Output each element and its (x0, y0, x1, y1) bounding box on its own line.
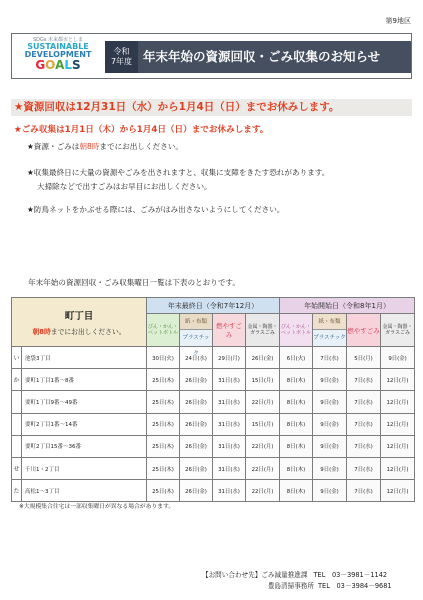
year-start-header: 年始開始日（令和8年1月） (280, 298, 415, 314)
cat-paper-start: 紙・布類 (313, 314, 346, 330)
date-cell: 31日(水) (213, 480, 246, 502)
year-badge-era: 令和 (113, 47, 130, 56)
date-cell: 26日(金) (180, 480, 213, 502)
contact-tel2: TEL 03－3984－9681 (318, 582, 392, 590)
table-row (12, 457, 415, 479)
row-area: 要町1丁目1番～8番 (22, 369, 147, 391)
date-cell: 8日(木) (280, 480, 313, 502)
date-cell: 7日(水) (347, 413, 381, 435)
date-cell: 5日(月) (347, 347, 381, 369)
sdgs-logo (15, 37, 101, 75)
bullet-deadline (27, 141, 183, 152)
cat-bottles-end: びん・かん・ペットボトル (147, 314, 180, 347)
cat-paper-plastic-start (313, 314, 347, 347)
date-cell: 31日(水) (213, 369, 246, 391)
sdgs-logo-caption: SDGs 未来都市としま (32, 37, 84, 43)
table-row (12, 347, 415, 369)
row-kana (12, 413, 22, 435)
date-cell: 9日(金) (313, 480, 347, 502)
cat-plastic-start: プラスチック (313, 330, 346, 346)
contact-row (202, 570, 392, 581)
date-cell: 9日(金) (313, 413, 347, 435)
date-cell: 7日(水) (347, 391, 381, 413)
date-cell: 7日(水) (347, 369, 381, 391)
table-footnote: ※大規模集合住宅は一部収集曜日が異なる場合があります。 (19, 504, 175, 510)
contact-block (202, 570, 392, 592)
row-area: 要町2丁目1番～14番 (22, 413, 147, 435)
cat-metal-end: 金属・陶器・ガラスごみ (246, 314, 280, 347)
date-cell: 26日(金) (180, 435, 213, 457)
row-area: 高松1～3丁目 (22, 480, 147, 502)
date-cell: 31日(水) (213, 391, 246, 413)
district-label: 第9地区 (385, 17, 411, 25)
date-cell: 25日(木) (147, 480, 180, 502)
area-header (12, 298, 147, 347)
sdgs-logo-line1: SUSTAINABLE (27, 42, 89, 51)
row-kana (12, 435, 22, 457)
table-intro: 年末年始の資源回収・ごみ収集曜日一覧は下表のとおりです。 (28, 278, 241, 287)
goals-letter-s: S (72, 58, 81, 72)
date-cell: 22日(月) (246, 457, 280, 479)
notice-garbage-closure: ★ごみ収集は1月1日（木）から1月4日（日）までお休みします。 (14, 125, 269, 135)
date-cell: 8日(木) (280, 413, 313, 435)
header-banner (11, 33, 412, 79)
date-cell: 12日(月) (381, 413, 415, 435)
contact-row (202, 581, 392, 592)
date-cell: 25日(木) (147, 435, 180, 457)
cat-paper-end: 紙・布類 (180, 314, 212, 330)
row-kana: せ (12, 457, 22, 479)
table-row (12, 480, 415, 502)
row-kana (12, 391, 22, 413)
date-cell: 26日(金) (246, 347, 280, 369)
cat-burnable-end: 燃やすごみ (213, 314, 246, 347)
date-cell: 9日(金) (313, 457, 347, 479)
goals-letter-a: A (55, 58, 65, 72)
date-cell: 31日(水) (213, 435, 246, 457)
date-cell: 8日(木) (280, 435, 313, 457)
date-cell: 22日(月) (246, 391, 280, 413)
date-cell: 12日(月) (381, 457, 415, 479)
date-cell: 9日(金) (313, 391, 347, 413)
date-cell: 8日(木) (280, 457, 313, 479)
date-cell: 26日(金) (180, 369, 213, 391)
row-area: 池袋3丁目 (22, 347, 147, 369)
row-kana: た (12, 480, 22, 502)
cat-bottles-start: びん・かん・ペットボトル (280, 314, 313, 347)
date-cell: 7日(水) (347, 435, 381, 457)
date-cell: 24日(水) (180, 347, 213, 369)
goals-letter-l: L (64, 58, 73, 72)
date-cell: 9日(金) (381, 347, 415, 369)
page-title: 年末年始の資源回収・ごみ収集のお知らせ (138, 41, 411, 73)
table-row (12, 413, 415, 435)
sdgs-logo-goals (15, 59, 101, 72)
date-cell: 29日(月) (213, 347, 246, 369)
date-cell: 22日(月) (246, 480, 280, 502)
date-cell: 22日(月) (246, 435, 280, 457)
date-cell: 25日(木) (147, 391, 180, 413)
date-cell: 9日(金) (313, 369, 347, 391)
area-header-note-time: 朝8時 (32, 328, 51, 336)
date-cell: 26日(金) (180, 391, 213, 413)
date-cell: 6日(火) (280, 347, 313, 369)
date-cell: 12日(月) (381, 435, 415, 457)
area-header-note-rest: までにお出しください。 (50, 328, 126, 336)
row-kana: か (12, 369, 22, 391)
contact-label: 【お問い合わせ先】ごみ減量推進課 (202, 571, 308, 579)
date-cell: 7日(水) (347, 480, 381, 502)
date-cell: 25日(木) (147, 413, 180, 435)
date-cell: 7日(水) (313, 347, 347, 369)
date-cell: 30日(火) (147, 347, 180, 369)
year-badge (105, 41, 138, 73)
date-cell: 8日(木) (280, 369, 313, 391)
row-area: 要町2丁目15番～36番 (22, 435, 147, 457)
table-row (12, 391, 415, 413)
date-cell: 12日(月) (381, 369, 415, 391)
row-area: 要町1丁目9番～49番 (22, 391, 147, 413)
date-cell: 25日(木) (147, 457, 180, 479)
date-cell: 12日(月) (381, 480, 415, 502)
date-cell: 26日(金) (180, 457, 213, 479)
year-badge-year: 7年度 (110, 57, 133, 66)
contact-office: 豊島清掃事務所 (267, 582, 314, 590)
sdgs-logo-line2: DEVELOPMENT (24, 50, 92, 59)
date-cell: 8日(木) (280, 391, 313, 413)
bullet-deadline-post: までにお出しください。 (99, 142, 183, 151)
notice-resource-closure: ★資源回収は12月31日（水）から1月4日（日）までお休みします。 (11, 99, 412, 116)
collection-schedule-table (11, 297, 415, 502)
table-row (12, 435, 415, 457)
row-kana: い (12, 347, 22, 369)
area-header-title: 町丁目 (64, 311, 94, 322)
date-cell: 31日(水) (213, 457, 246, 479)
contact-tel1: TEL 03－3981－1142 (313, 571, 388, 579)
row-area: 千川1・2丁目 (22, 457, 147, 479)
cat-plastic-end: プラスチッ (180, 330, 212, 346)
date-cell: 15日(月) (246, 413, 280, 435)
bullet-large-volume-cont: 大掃除などで出すごみはお早目にお出しください。 (37, 182, 212, 191)
goals-letter-o: O (45, 58, 56, 72)
date-cell: 7日(水) (347, 457, 381, 479)
bullet-large-volume: ★収集最終日に大量の資源やごみを出されますと、収集に支障をきたす恐れがあります。 (27, 168, 330, 177)
cat-paper-plastic-end (180, 314, 213, 347)
bullet-deadline-time: 朝8時 (79, 142, 100, 151)
cat-burnable-start: 燃やすごみ (347, 314, 381, 347)
table-row (12, 369, 415, 391)
date-cell: 31日(水) (213, 413, 246, 435)
area-header-note (12, 326, 146, 336)
date-cell: 15日(月) (246, 369, 280, 391)
bullet-deadline-pre: ★資源・ごみは (27, 142, 80, 151)
date-cell: 12日(月) (381, 391, 415, 413)
date-cell: 26日(金) (180, 413, 213, 435)
year-end-header: 年末最終日（令和7年12月） (147, 298, 280, 314)
goals-letter-g: G (35, 58, 46, 72)
bullet-bird-net: ★防鳥ネットをかぶせる際には、ごみがはみ出さないようにしてください。 (27, 205, 285, 214)
date-cell: 9日(金) (313, 435, 347, 457)
cat-metal-start: 金属・陶器・ガラスごみ (381, 314, 415, 347)
date-cell: 25日(木) (147, 369, 180, 391)
